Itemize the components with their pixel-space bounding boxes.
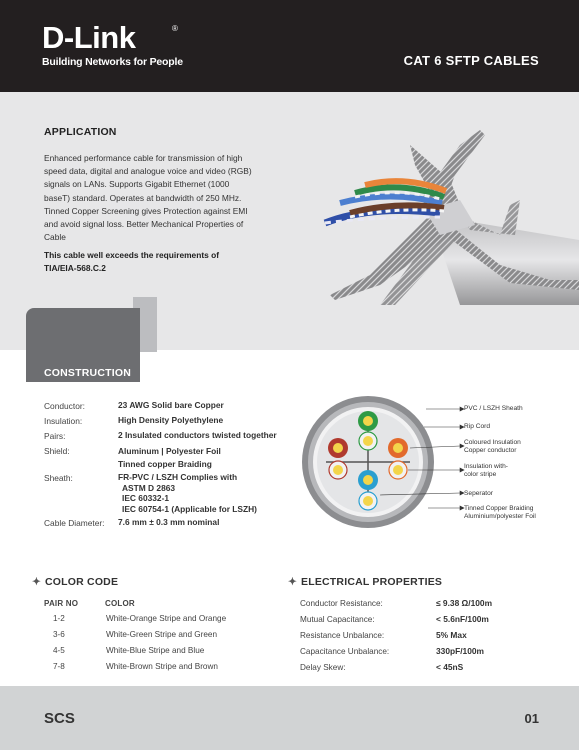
dlink-logo	[42, 22, 183, 68]
application-heading: APPLICATION	[44, 126, 117, 138]
ep-label: Conductor Resistance:	[300, 599, 383, 608]
pair-color: White-Orange Stripe and Orange	[106, 614, 227, 623]
spec-value-conductor	[118, 400, 224, 411]
label-separator	[464, 490, 493, 498]
spec-value-insulation	[118, 415, 223, 426]
ep-value: 5% Max	[436, 630, 467, 640]
footer-category: SCS	[44, 710, 75, 727]
diagram-label-line: Aluminium/polyester Foil	[464, 513, 536, 520]
application-line: Tinned Copper Screening gives Protection against EMI	[44, 205, 248, 216]
compliance-line: This cable well exceeds the requirements of	[44, 250, 220, 260]
spec-value-shield	[118, 445, 221, 471]
diagram-label-line: Tinned Copper Braiding	[464, 505, 534, 512]
diagram-label-line: color stripe	[464, 471, 497, 478]
diagram-label-line: Seperator	[464, 490, 493, 497]
pair-color: White-Green Stripe and Green	[106, 630, 218, 639]
page-footer	[0, 686, 579, 750]
diagram-label-line: PVC / LSZH Sheath	[464, 405, 523, 412]
ep-value: < 45nS	[436, 662, 464, 672]
application-line: signals on LANs. Supports Gigabit Ethernet (1000	[44, 179, 230, 190]
sparkle-icon: ✦	[288, 576, 297, 588]
spec-value-line: 2 Insulated conductors twisted together	[118, 430, 277, 440]
ep-value: < 5.6nF/100m	[436, 614, 489, 624]
electrical-title: ELECTRICAL PROPERTIES	[301, 576, 443, 588]
pair-color: White-Blue Stripe and Blue	[106, 646, 205, 655]
logo-wordmark: D-Link	[42, 20, 136, 55]
diagram-label-line: Rip Cord	[464, 423, 491, 430]
pair-color: White-Brown Stripe and Brown	[106, 662, 218, 671]
registered-mark: ®	[172, 24, 178, 33]
application-line: speed data, digital and analogue voice and video (RGB)	[44, 166, 252, 177]
pair-number: 3-6	[53, 630, 65, 639]
spec-value-line: 23 AWG Solid bare Copper	[118, 400, 224, 410]
diagram-label-line: Coloured Insulation	[464, 439, 521, 446]
ep-label: Delay Skew:	[300, 663, 346, 672]
spec-value-pairs	[118, 430, 277, 441]
construction-heading: CONSTRUCTION	[44, 367, 131, 379]
application-line: Enhanced performance cable for transmission of high	[44, 153, 243, 163]
ep-value: 330pF/100m	[436, 646, 484, 656]
pair-number: 4-5	[53, 646, 65, 655]
spec-label-pairs: Pairs:	[44, 431, 66, 441]
pair-number: 7-8	[53, 662, 65, 671]
application-line: Cable	[44, 232, 66, 243]
spec-label-shield: Shield:	[44, 446, 70, 456]
page-title: CAT 6 SFTP CABLES	[403, 53, 539, 68]
spec-value-line: High Density Polyethylene	[118, 415, 224, 425]
electrical-heading	[288, 576, 442, 588]
spec-value-line: IEC 60754-1 (Applicable for LSZH)	[122, 503, 257, 514]
ep-label: Mutual Capacitance:	[300, 615, 375, 624]
spec-value-line: Tinned copper Braiding	[118, 459, 212, 469]
spec-label-diameter: Cable Diameter:	[44, 518, 105, 528]
sparkle-icon: ✦	[32, 576, 41, 588]
spec-label-sheath: Sheath:	[44, 473, 73, 483]
ep-label: Capacitance Unbalance:	[300, 647, 390, 656]
spec-value-line: Aluminum | Polyester Foil	[118, 446, 221, 456]
spec-value-line: ASTM D 2863	[122, 482, 176, 493]
spec-label-conductor: Conductor:	[44, 401, 85, 411]
spec-value-sheath	[118, 472, 257, 514]
page-number: 01	[524, 711, 539, 726]
label-rip-cord	[464, 423, 490, 431]
application-line: and avoid signal loss. Better Mechanical Properties of	[44, 219, 244, 230]
logo-tagline: Building Networks for People	[42, 56, 183, 68]
compliance-line: TIA/EIA-568.C.2	[44, 263, 106, 274]
diagram-label-line: Copper conductor	[464, 447, 517, 454]
spec-value-line: IEC 60332-1	[122, 493, 170, 503]
label-braiding	[464, 505, 536, 521]
application-line: baseT) standard. Operates at bandwidth of 250 MHz.	[44, 192, 242, 203]
spec-value-line: 7.6 mm ± 0.3 mm nominal	[118, 517, 220, 527]
page-header	[0, 0, 579, 92]
spec-value-diameter	[118, 517, 219, 528]
color-code-heading	[32, 576, 118, 588]
application-text	[44, 152, 254, 244]
cable-photo	[310, 105, 579, 305]
pair-number: 1-2	[53, 614, 65, 623]
label-sheath	[464, 405, 523, 413]
col-header-color: COLOR	[105, 599, 135, 608]
diagram-label-line: Insulation with-	[464, 463, 508, 470]
spec-label-insulation: Insulation:	[44, 416, 83, 426]
compliance-note	[44, 249, 254, 275]
color-code-title: COLOR CODE	[45, 576, 119, 588]
col-header-pair: PAIR NO	[44, 599, 79, 608]
label-insulation-stripe	[464, 463, 508, 479]
ep-value: ≤ 9.38 Ω/100m	[436, 598, 493, 608]
spec-value-line: FR-PVC / LSZH Complies with	[118, 472, 238, 482]
label-coloured-insulation	[464, 439, 521, 455]
ep-label: Resistance Unbalance:	[300, 631, 385, 640]
